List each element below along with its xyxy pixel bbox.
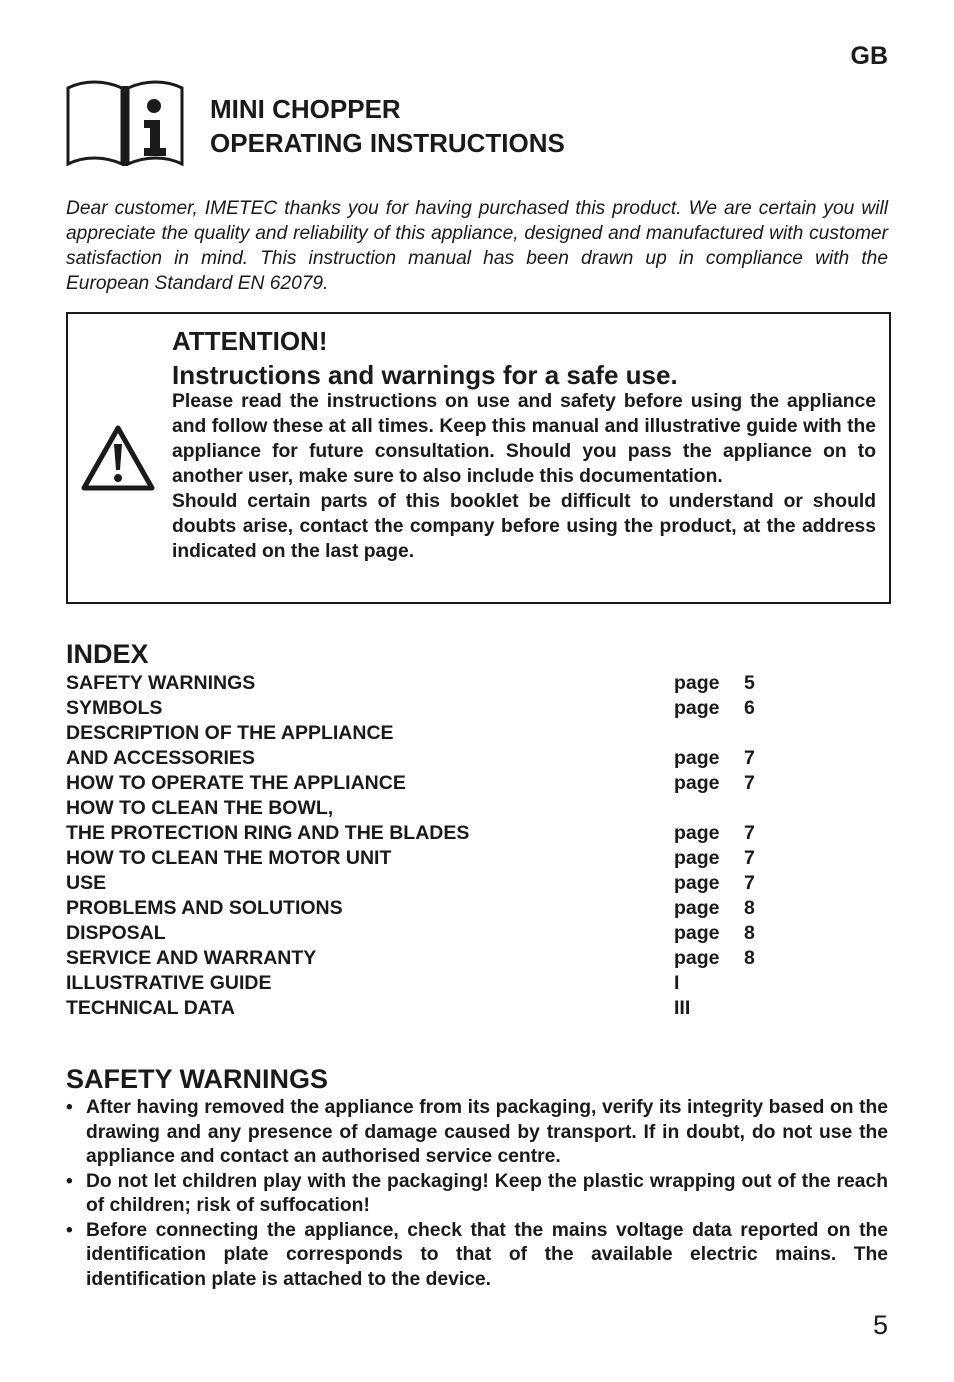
index-page-number: 8 xyxy=(744,922,755,944)
index-row xyxy=(66,871,786,896)
index-row xyxy=(66,896,786,921)
index-page-label: page xyxy=(674,772,720,794)
safety-item-text: Do not let children play with the packaging! Keep the plastic wrapping out of the reach of children; risk of suffocation! xyxy=(86,1170,888,1216)
index-page-label: page xyxy=(674,897,720,919)
index-row xyxy=(66,796,786,821)
index-entry-title: SYMBOLS xyxy=(66,697,163,719)
index-entry-title: HOW TO OPERATE THE APPLIANCE xyxy=(66,772,406,794)
index-row xyxy=(66,946,786,971)
title-line-2: OPERATING INSTRUCTIONS xyxy=(210,128,565,158)
index-page-label: page xyxy=(674,697,720,719)
index-entry-title: HOW TO CLEAN THE MOTOR UNIT xyxy=(66,847,392,869)
index-page-number: 5 xyxy=(744,672,755,694)
bullet: • xyxy=(66,1170,73,1192)
index-page-number: 8 xyxy=(744,897,755,919)
bullet: • xyxy=(66,1219,73,1241)
index-row xyxy=(66,721,786,746)
attention-box xyxy=(66,312,891,604)
document-title xyxy=(210,92,565,160)
index-entry-title: ILLUSTRATIVE GUIDE xyxy=(66,972,272,994)
index-entry-title: PROBLEMS AND SOLUTIONS xyxy=(66,897,343,919)
index-page-number: 8 xyxy=(744,947,755,969)
index-page-number: 7 xyxy=(744,847,755,869)
index-row xyxy=(66,771,786,796)
index-page-number: 7 xyxy=(744,772,755,794)
index-entry-title: THE PROTECTION RING AND THE BLADES xyxy=(66,822,470,844)
index-page-label: page xyxy=(674,747,720,769)
index-page-label: page xyxy=(674,847,720,869)
attention-body xyxy=(172,389,876,564)
attention-heading xyxy=(172,324,678,392)
title-line-1: MINI CHOPPER xyxy=(210,94,401,124)
index-row xyxy=(66,921,786,946)
index-page-label: page xyxy=(674,872,720,894)
book-info-icon xyxy=(64,78,186,170)
safety-item-text: After having removed the appliance from its packaging, verify its integrity based on the drawing and any presence of damage caused by transport. If in doubt, do not use the appliance and contact an authorised service centre. xyxy=(86,1097,888,1167)
index-page-label: III xyxy=(674,997,691,1019)
index-row xyxy=(66,821,786,846)
index-entry-title: SAFETY WARNINGS xyxy=(66,672,256,694)
page-number: 5 xyxy=(872,1310,888,1340)
safety-item xyxy=(66,1170,888,1219)
index-entry-title: TECHNICAL DATA xyxy=(66,997,235,1019)
index-row xyxy=(66,846,786,871)
language-code: GB xyxy=(850,42,888,70)
index-entry-title: HOW TO CLEAN THE BOWL, xyxy=(66,797,334,819)
index-entry-title: SERVICE AND WARRANTY xyxy=(66,947,317,969)
index-page-label: page xyxy=(674,822,720,844)
index-page-label: I xyxy=(674,972,680,994)
index-row xyxy=(66,746,786,771)
index-row xyxy=(66,671,786,696)
index-entry-title: USE xyxy=(66,872,107,894)
safety-item xyxy=(66,1219,888,1293)
index-entry-title: DISPOSAL xyxy=(66,922,166,944)
index-heading: INDEX xyxy=(66,639,149,669)
index-page-number: 6 xyxy=(744,697,755,719)
attention-paragraph-2: Should certain parts of this booklet be difficult to understand or should doubts arise, contact the company before using the product, at the address indicated on the last page. xyxy=(172,491,876,562)
warning-triangle-icon xyxy=(80,424,156,492)
index-entry-title: DESCRIPTION OF THE APPLIANCE xyxy=(66,722,394,744)
index-row xyxy=(66,696,786,721)
attention-paragraph-1: Please read the instructions on use and safety before using the appliance and follow these at all times. Keep this manual and illustrative guide with the appliance for future consultation. Should you pass the appliance on to another user, make sure to also include this documentation. xyxy=(172,391,876,487)
index-page-label: page xyxy=(674,947,720,969)
index-page-number: 7 xyxy=(744,822,755,844)
safety-heading: SAFETY WARNINGS xyxy=(66,1064,329,1094)
index-list xyxy=(66,671,786,1021)
attention-title: ATTENTION! xyxy=(172,326,328,356)
index-page-number: 7 xyxy=(744,872,755,894)
attention-subtitle: Instructions and warnings for a safe use. xyxy=(172,360,678,390)
safety-list xyxy=(66,1096,888,1292)
index-row xyxy=(66,971,786,996)
index-page-number: 7 xyxy=(744,747,755,769)
index-entry-title: AND ACCESSORIES xyxy=(66,747,255,769)
index-page-label: page xyxy=(674,672,720,694)
index-row xyxy=(66,996,786,1021)
safety-item xyxy=(66,1096,888,1170)
bullet: • xyxy=(66,1097,73,1118)
safety-item-text: Before connecting the appliance, check that the mains voltage data reported on the identification plate corresponds to that of the available electric mains. The identification plate is attached to the device. xyxy=(86,1219,888,1290)
index-page-label: page xyxy=(674,922,720,944)
intro-paragraph: Dear customer, IMETEC thanks you for having purchased this product. We are certain you will appreciate the quality and reliability of this appliance, designed and manufactured with customer satisfaction in mind. This instruction manual has been drawn up in compliance with the European Standard EN 62079. xyxy=(66,198,888,294)
